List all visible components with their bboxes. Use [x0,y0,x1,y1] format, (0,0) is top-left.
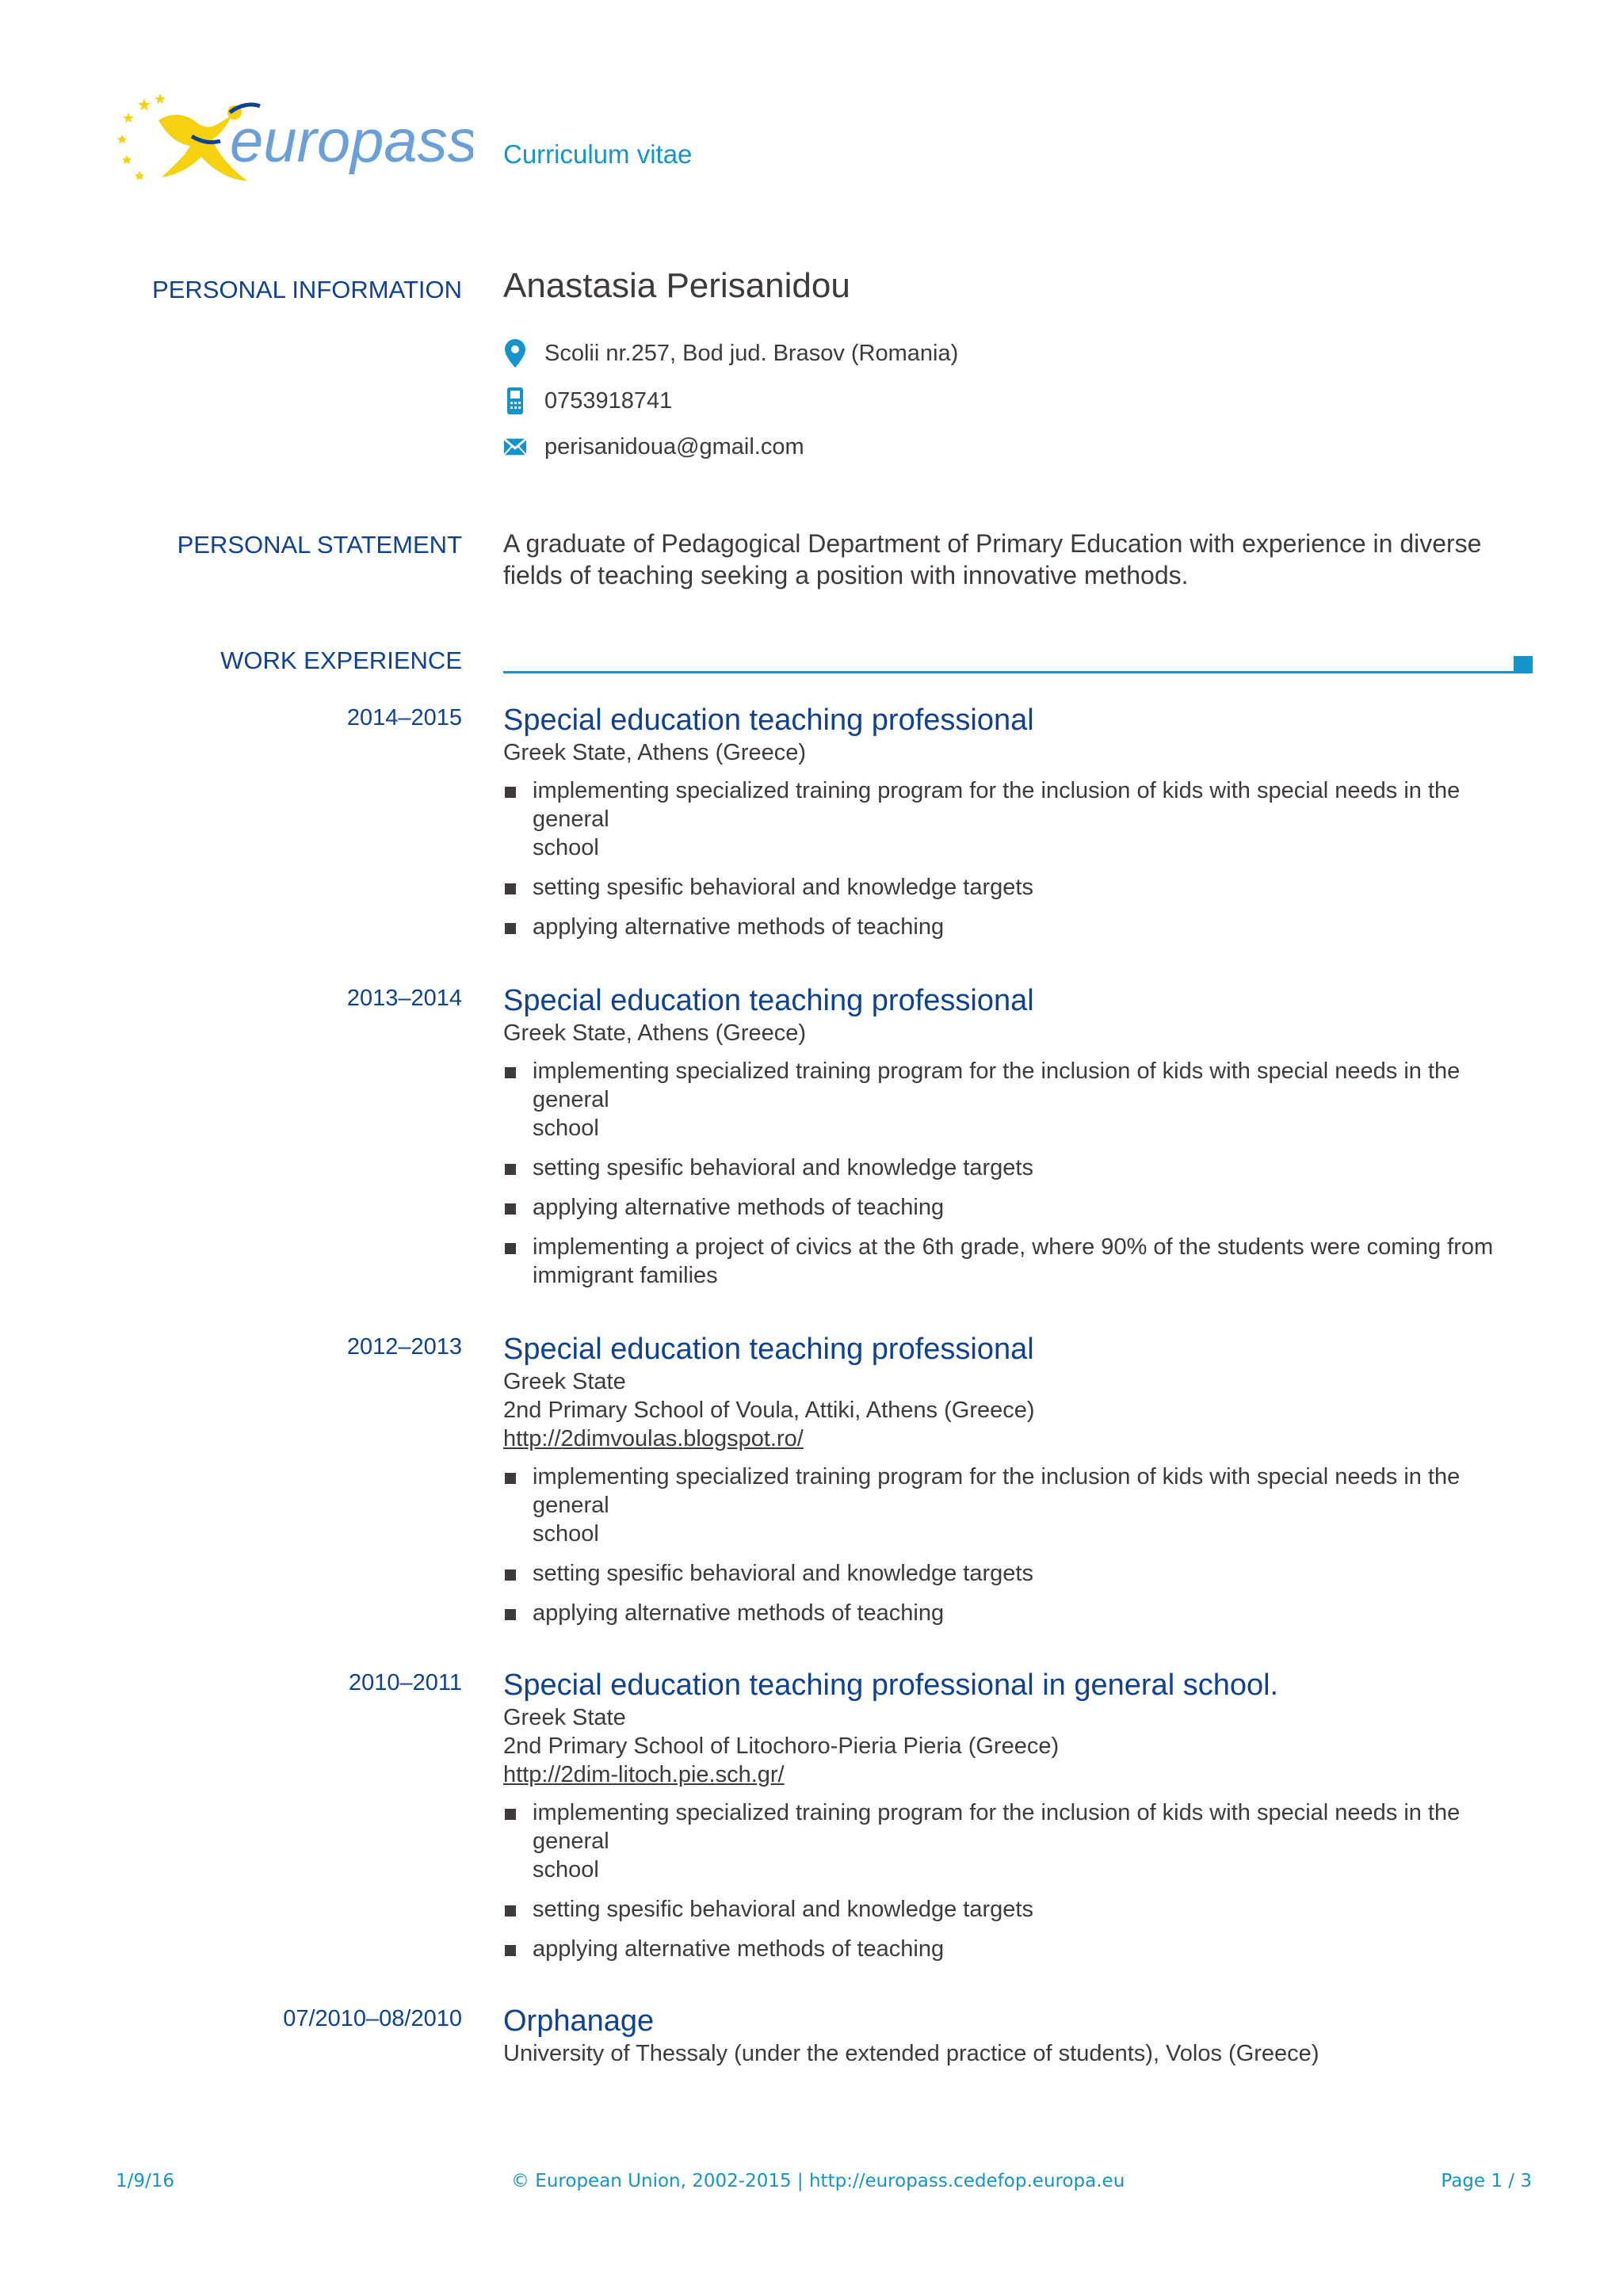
bullet-item: applying alternative methods of teaching [503,1935,1533,1963]
statement-line: fields of teaching seeking a position with innovative methods. [503,561,1189,589]
job-title: Orphanage [503,2004,655,2038]
footer-page-number: Page 1 / 3 [1441,2171,1532,2191]
section-divider-square [1514,656,1533,673]
europass-logo [113,89,473,200]
job-date: 2013–2014 [346,986,462,1011]
job-bullets [503,1057,1533,1290]
location-pin-icon [503,339,527,368]
bullet-square [505,1569,516,1581]
bullet-item: setting spesific behavioral and knowledge targets [503,1895,1533,1924]
person-name: Anastasia Perisanidou [503,266,850,305]
job-org: 2nd Primary School of Voula, Attiki, Athens (Greece) [503,1398,1035,1423]
address-text: Scolii nr.257, Bod jud. Brasov (Romania) [544,340,959,366]
bullet-item: implementing specialized training program for the inclusion of kids with special needs in the general school [503,776,1533,862]
bullet-square [505,923,516,934]
personal-information-label: PERSONAL INFORMATION [152,276,462,303]
footer-date: 1/9/16 [116,2171,175,2191]
job-title: Special education teaching professional [503,984,1034,1017]
bullet-square [505,1609,516,1620]
cv-title: Curriculum vitae [503,139,693,169]
job-bullets [503,1798,1533,1963]
bullet-item: implementing specialized training program for the inclusion of kids with special needs in the general school [503,1057,1533,1142]
bullet-square [505,1067,516,1078]
job-title: Special education teaching professional in general school. [503,1669,1279,1702]
job-org: University of Thessaly (under the extended practice of students), Volos (Greece) [503,2041,1319,2066]
job-link[interactable]: http://2dimvoulas.blogspot.ro/ [503,1426,804,1451]
job-title: Special education teaching professional [503,704,1034,737]
job-date: 2014–2015 [346,705,462,730]
statement-line: A graduate of Pedagogical Department of Primary Education with experience in diverse [503,529,1482,558]
job-org: Greek State [503,1369,626,1394]
job-title: Special education teaching professional [503,1333,1034,1366]
job-org: Greek State, Athens (Greece) [503,1020,807,1046]
address-row [503,339,958,368]
email-text[interactable]: perisanidoua@gmail.com [544,433,804,460]
bullet-square [505,1243,516,1254]
bullet-square [505,787,516,798]
bullet-square [505,1164,516,1175]
bullet-square [505,883,516,894]
job-date: 2012–2013 [346,1334,462,1360]
email-row [503,433,804,461]
job-org: Greek State, Athens (Greece) [503,740,807,765]
bullet-item: implementing a project of civics at the 6th grade, where 90% of the students were coming from immigrant families [503,1233,1533,1290]
envelope-icon [503,433,527,461]
bullet-square [505,1945,516,1956]
bullet-item: implementing specialized training program for the inclusion of kids with special needs in the general school [503,1798,1533,1884]
bullet-square [505,1905,516,1917]
job-bullets [503,776,1533,941]
job-date: 07/2010–08/2010 [283,2006,462,2031]
bullet-square [505,1473,516,1484]
job-date: 2010–2011 [348,1670,462,1695]
bullet-item: applying alternative methods of teaching [503,1599,1533,1627]
bullet-item: setting spesific behavioral and knowledge targets [503,873,1533,902]
phone-row [503,387,672,415]
bullet-item: applying alternative methods of teaching [503,913,1533,941]
job-link[interactable]: http://2dim-litoch.pie.sch.gr/ [503,1762,785,1787]
job-org: 2nd Primary School of Litochoro-Pieria Pieria (Greece) [503,1733,1060,1759]
europass-logo-graphic [113,89,473,200]
bullet-square [505,1809,516,1820]
bullet-square [505,1203,516,1215]
job-bullets [503,1463,1533,1627]
bullet-item: setting spesific behavioral and knowledge targets [503,1154,1533,1182]
bullet-item: implementing specialized training program for the inclusion of kids with special needs in the general school [503,1463,1533,1548]
section-divider-line [503,671,1514,673]
bullet-item: setting spesific behavioral and knowledge targets [503,1559,1533,1588]
svg-text:europass: europass [230,108,473,175]
job-org: Greek State [503,1705,626,1730]
bullet-item: applying alternative methods of teaching [503,1193,1533,1222]
work-experience-label: WORK EXPERIENCE [220,646,462,674]
phone-text[interactable]: 0753918741 [544,387,673,414]
personal-statement-label: PERSONAL STATEMENT [177,531,462,559]
footer-copyright[interactable]: © European Union, 2002-2015 | http://europass.cedefop.europa.eu [511,2171,1125,2191]
personal-statement-text [503,528,1533,591]
mobile-phone-icon [503,387,527,415]
